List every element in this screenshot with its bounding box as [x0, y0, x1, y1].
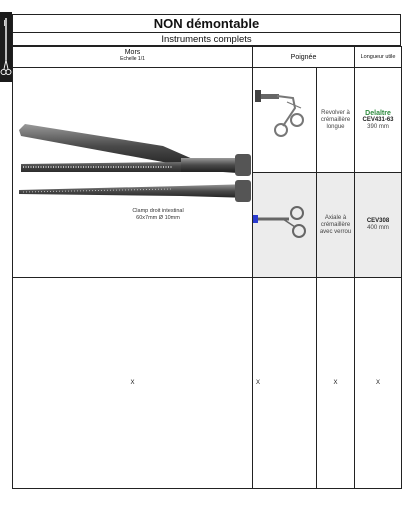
page-subtitle: Instruments complets	[12, 32, 401, 46]
clamp-jaw-image	[13, 68, 251, 274]
handle-image-cell-2	[253, 173, 317, 278]
handle-desc-line: crémaillère	[320, 221, 351, 228]
handle-desc-cell-2	[317, 173, 355, 278]
length-cell-1	[355, 68, 402, 173]
handle-desc-line: longue	[326, 123, 345, 130]
column-header-poignee: Poignée	[253, 47, 355, 68]
empty-length-cell: X	[355, 278, 402, 489]
handle-desc-line: Revolver à	[321, 109, 350, 116]
column-header-longueur: Longueur utile	[355, 47, 402, 68]
length-value: 400 mm	[367, 225, 389, 231]
handle-image-cell-1	[253, 68, 317, 173]
jaw-label	[108, 208, 208, 222]
side-tab	[0, 12, 12, 82]
jaw-label-line-1: Clamp droit intestinal	[132, 208, 184, 214]
length-value: 390 mm	[367, 123, 389, 130]
empty-mors-cell: X	[13, 278, 253, 489]
product-code: CEV431-63	[362, 116, 394, 123]
axial-handle-image	[253, 173, 315, 275]
forceps-icon	[0, 12, 12, 82]
mors-scale-label: Echelle 1/1	[120, 56, 145, 62]
handle-desc-line: crémaillère	[320, 116, 351, 123]
column-header-mors	[13, 47, 253, 68]
length-cell-2	[355, 173, 402, 278]
jaw-image-cell	[13, 68, 253, 278]
empty-desc-cell: X	[317, 278, 355, 489]
handle-desc-line: Axiale à	[324, 214, 347, 221]
jaw-label-line-2: 60x7mm Ø 10mm	[136, 215, 180, 221]
page-title: NON démontable	[12, 14, 401, 32]
mors-label: Mors	[124, 49, 141, 56]
empty-handle-cell: X	[253, 278, 317, 489]
product-code: CEV308	[366, 218, 390, 224]
handle-desc-cell-1	[317, 68, 355, 173]
handle-desc-line: avec verrou	[319, 228, 352, 235]
instrument-table	[12, 46, 402, 489]
revolver-handle-image	[253, 68, 315, 170]
brand-name: Delaltre	[365, 109, 391, 117]
